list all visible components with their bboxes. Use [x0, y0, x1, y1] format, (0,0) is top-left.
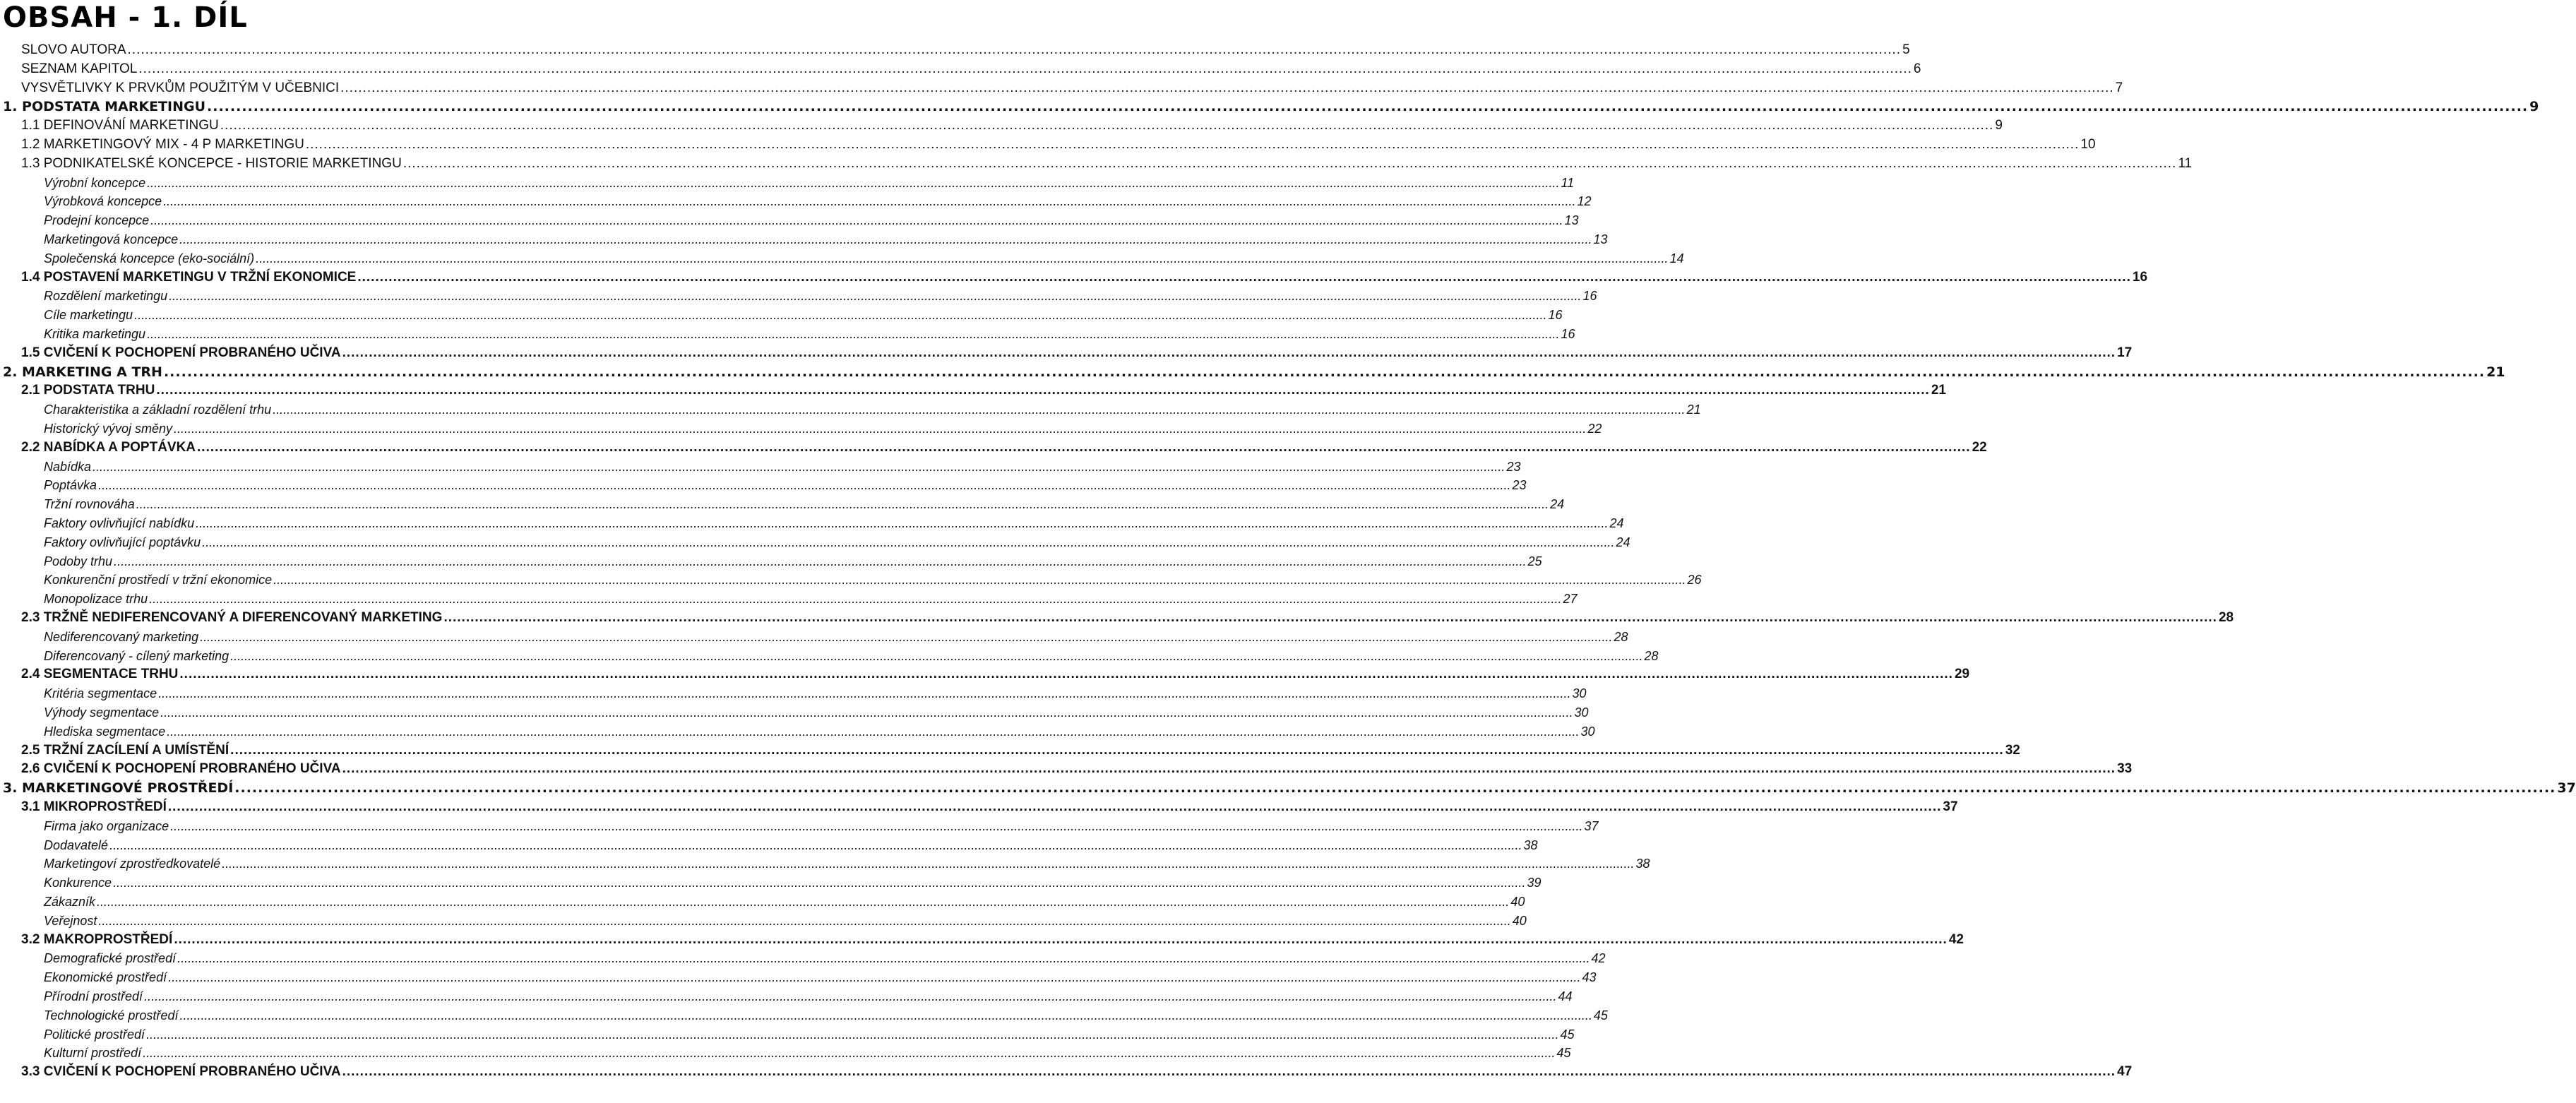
toc-entry-page-number: 30	[1574, 705, 1589, 720]
toc-entry-page-number: 29	[1954, 667, 1970, 682]
dot-leader: ................................................................................................................................................................................................................................................................................................................................................................................................................	[222, 857, 1635, 871]
toc-entry-label: Výhody segmentace	[44, 705, 160, 720]
dot-leader: ................................................................................................................................................................................................................................................................................................................................................................................................................	[342, 345, 2116, 360]
dot-leader: ................................................................................................................................................................................................................................................................................................................................................................................................................	[273, 573, 1686, 588]
toc-entry-page-number: 16	[1548, 308, 1563, 323]
toc-entry-page-number: 16	[2132, 269, 2148, 285]
dot-leader: ................................................................................................................................................................................................................................................................................................................................................................................................................	[160, 705, 1573, 720]
toc-entry	[44, 1006, 1608, 1023]
toc-entry-label: Demografické prostředí	[44, 951, 177, 966]
toc-entry-page-number: 37	[1943, 799, 1958, 814]
toc-entry	[44, 419, 1602, 436]
toc-entry-page-number: 32	[2005, 742, 2020, 758]
toc-entry-label: Dodavatelé	[44, 837, 109, 852]
toc-entry	[21, 665, 1970, 682]
toc-entry-label: 1.1 DEFINOVÁNÍ MARKETINGU	[21, 118, 219, 133]
dot-leader: ................................................................................................................................................................................................................................................................................................................................................................................................................	[143, 1046, 1556, 1061]
toc-entry	[44, 949, 1606, 966]
dot-leader: ................................................................................................................................................................................................................................................................................................................................................................................................................	[167, 724, 1580, 739]
toc-entry-page-number: 10	[2080, 137, 2096, 152]
toc-entry-label: Zákazník	[44, 895, 96, 909]
toc-entry-page-number: 21	[1686, 403, 1701, 417]
toc-entry-page-number: 33	[2117, 761, 2133, 777]
toc-entry	[44, 192, 1592, 209]
dot-leader: ................................................................................................................................................................................................................................................................................................................................................................................................................	[357, 269, 2131, 285]
toc-entry-page-number: 11	[2178, 155, 2193, 171]
toc-entry	[21, 79, 2123, 96]
toc-entry-label: 1. PODSTATA MARKETINGU	[3, 99, 206, 115]
dot-leader: ................................................................................................................................................................................................................................................................................................................................................................................................................	[256, 251, 1669, 266]
toc-entry-page-number: 28	[2218, 610, 2234, 625]
dot-leader: ................................................................................................................................................................................................................................................................................................................................................................................................................	[146, 1027, 1559, 1042]
toc-entry	[44, 211, 1579, 228]
toc-entry-label: Politické prostředí	[44, 1027, 145, 1042]
dot-leader: ................................................................................................................................................................................................................................................................................................................................................................................................................	[156, 383, 1930, 398]
dot-leader: ................................................................................................................................................................................................................................................................................................................................................................................................................	[147, 327, 1560, 341]
toc-entry	[44, 912, 1527, 929]
toc-entry	[21, 117, 2003, 133]
toc-entry-page-number: 44	[1558, 989, 1573, 1003]
toc-entry	[21, 60, 1921, 77]
toc-entry-page-number: 7	[2115, 80, 2123, 95]
toc-entry	[44, 458, 1521, 475]
dot-leader: ................................................................................................................................................................................................................................................................................................................................................................................................................	[179, 232, 1592, 246]
toc-entry-page-number: 13	[1593, 232, 1608, 246]
toc-entry-label: Výrobní koncepce	[44, 175, 146, 190]
toc-entry-label: Marketingoví zprostředkovatelé	[44, 857, 221, 871]
toc-entry-label: 3.1 MIKROPROSTŘEDÍ	[21, 799, 167, 814]
toc-entry-label: Prodejní koncepce	[44, 213, 150, 228]
dot-leader: ................................................................................................................................................................................................................................................................................................................................................................................................................	[150, 213, 1563, 228]
toc-entry-label: Historický vývoj směny	[44, 422, 173, 436]
dot-leader: ................................................................................................................................................................................................................................................................................................................................................................................................................	[305, 137, 2080, 152]
toc-entry-page-number: 24	[1550, 497, 1565, 512]
toc-entry-page-number: 45	[1593, 1008, 1608, 1022]
toc-entry-label: Faktory ovlivňující poptávku	[44, 535, 201, 549]
toc-entry-label: 2.6 CVIČENÍ K POCHOPENÍ PROBRANÉHO UČIVA	[21, 761, 341, 777]
dot-leader: ................................................................................................................................................................................................................................................................................................................................................................................................................	[113, 876, 1526, 890]
toc-entry-page-number: 12	[1577, 194, 1592, 209]
toc-entry	[21, 1063, 2133, 1080]
toc-entry	[44, 836, 1538, 853]
dot-leader: ................................................................................................................................................................................................................................................................................................................................................................................................................	[127, 42, 1902, 57]
dot-leader: ................................................................................................................................................................................................................................................................................................................................................................................................................	[170, 818, 1583, 833]
toc-entry	[44, 325, 1575, 342]
toc-entry-label: SLOVO AUTORA	[21, 42, 126, 57]
toc-entry	[44, 400, 1701, 417]
toc-entry-page-number: 9	[1995, 118, 2003, 133]
toc-entry-label: 2.3 TRŽNĚ NEDIFERENCOVANÝ A DIFERENCOVANÝ MARKETING	[21, 610, 443, 625]
dot-leader: ................................................................................................................................................................................................................................................................................................................................................................................................................	[98, 913, 1511, 928]
dot-leader: ................................................................................................................................................................................................................................................................................................................................................................................................................	[342, 1064, 2116, 1080]
dot-leader: ................................................................................................................................................................................................................................................................................................................................................................................................................	[158, 686, 1571, 701]
toc-entry-label: Firma jako organizace	[44, 818, 169, 833]
dot-leader: ................................................................................................................................................................................................................................................................................................................................................................................................................	[177, 951, 1590, 966]
toc-entry-label: VYSVĚTLIVKY K PRVKŮM POUŽITÝM V UČEBNICI	[21, 80, 340, 95]
toc-entry	[21, 344, 2133, 361]
dot-leader: ................................................................................................................................................................................................................................................................................................................................................................................................................	[273, 403, 1686, 417]
dot-leader: ................................................................................................................................................................................................................................................................................................................................................................................................................	[220, 118, 1994, 133]
toc-entry-page-number: 21	[1931, 383, 1946, 398]
toc-entry-page-number: 24	[1609, 516, 1624, 530]
dot-leader: ................................................................................................................................................................................................................................................................................................................................................................................................................	[109, 837, 1522, 852]
toc-entry	[44, 495, 1565, 512]
toc-entry	[21, 931, 1964, 948]
dot-leader: ................................................................................................................................................................................................................................................................................................................................................................................................................	[147, 175, 1560, 190]
toc-entry-label: Marketingová koncepce	[44, 232, 179, 246]
toc-entry-label: Rozdělení marketingu	[44, 289, 168, 304]
toc-entry-page-number: 9	[2529, 99, 2539, 115]
toc-entry-label: Výrobková koncepce	[44, 194, 162, 209]
dot-leader: ................................................................................................................................................................................................................................................................................................................................................................................................................	[234, 780, 2556, 797]
toc-entry-label: Technologické prostředí	[44, 1008, 179, 1022]
toc-entry	[44, 552, 1542, 569]
toc-entry	[44, 230, 1608, 247]
toc-entry-page-number: 6	[1913, 61, 1921, 76]
toc-entry-label: Ekonomické prostředí	[44, 970, 167, 985]
toc-entry-page-number: 22	[1587, 422, 1602, 436]
toc-entry	[44, 533, 1630, 550]
toc-entry	[3, 97, 2539, 115]
toc-entry-page-number: 25	[1527, 554, 1542, 568]
toc-entry-label: Poptávka	[44, 478, 97, 493]
toc-entry	[44, 287, 1597, 304]
toc-entry	[44, 590, 1578, 607]
dot-leader: ................................................................................................................................................................................................................................................................................................................................................................................................................	[163, 364, 2486, 380]
toc-entry-label: 3. MARKETINGOVÉ PROSTŘEDÍ	[3, 780, 234, 797]
dot-leader: ................................................................................................................................................................................................................................................................................................................................................................................................................	[196, 516, 1609, 530]
toc-entry-label: Hlediska segmentace	[44, 724, 166, 739]
toc-entry	[44, 1044, 1571, 1061]
dot-leader: ................................................................................................................................................................................................................................................................................................................................................................................................................	[230, 648, 1643, 663]
toc-entry	[21, 439, 1987, 455]
toc-entry	[44, 893, 1525, 910]
toc-entry-label: Kulturní prostředí	[44, 1046, 142, 1061]
toc-entry-label: 2.2 NABÍDKA A POPTÁVKA	[21, 439, 196, 455]
toc-entry	[3, 363, 2505, 380]
toc-entry	[44, 306, 1563, 323]
dot-leader: ................................................................................................................................................................................................................................................................................................................................................................................................................	[207, 99, 2529, 115]
toc-entry-page-number: 22	[1972, 439, 1987, 455]
toc-entry	[44, 571, 1702, 588]
toc-entry-page-number: 16	[1561, 327, 1575, 341]
dot-leader: ................................................................................................................................................................................................................................................................................................................................................................................................................	[167, 799, 1942, 814]
toc-entry-label: 1.3 PODNIKATELSKÉ KONCEPCE - HISTORIE MARKETINGU	[21, 155, 402, 171]
dot-leader: ................................................................................................................................................................................................................................................................................................................................................................................................................	[97, 895, 1510, 909]
toc-entry-page-number: 40	[1510, 895, 1525, 909]
toc-entry-label: 1.5 CVIČENÍ K POCHOPENÍ PROBRANÉHO UČIVA	[21, 345, 341, 360]
dot-leader: ................................................................................................................................................................................................................................................................................................................................................................................................................	[149, 592, 1562, 607]
toc-entry	[21, 798, 1958, 815]
toc-entry-page-number: 26	[1687, 573, 1702, 588]
toc-entry-page-number: 37	[2557, 780, 2576, 797]
toc-entry-label: Kritika marketingu	[44, 327, 146, 341]
dot-leader: ................................................................................................................................................................................................................................................................................................................................................................................................................	[168, 970, 1581, 985]
toc-entry-page-number: 24	[1616, 535, 1630, 549]
toc-entry	[44, 817, 1599, 834]
toc-entry-label: 2.4 SEGMENTACE TRHU	[21, 667, 179, 682]
toc-entry-page-number: 23	[1506, 459, 1521, 474]
toc-entry-label: 3.2 MAKROPROSTŘEDÍ	[21, 931, 173, 947]
toc-entry	[21, 155, 2193, 172]
toc-entry	[44, 722, 1595, 739]
toc-entry-page-number: 40	[1512, 913, 1527, 928]
toc-entry-page-number: 21	[2486, 364, 2505, 380]
toc-entry-label: 2.5 TRŽNÍ ZACÍLENÍ A UMÍSTĚNÍ	[21, 742, 229, 758]
dot-leader: ................................................................................................................................................................................................................................................................................................................................................................................................................	[402, 155, 2177, 171]
toc-entry	[44, 968, 1597, 985]
toc-entry-label: Veřejnost	[44, 913, 97, 928]
toc-entry-page-number: 23	[1512, 478, 1527, 493]
dot-leader: ................................................................................................................................................................................................................................................................................................................................................................................................................	[200, 629, 1613, 644]
toc-entry	[44, 874, 1542, 890]
dot-leader: ................................................................................................................................................................................................................................................................................................................................................................................................................	[169, 289, 1582, 304]
toc-entry-page-number: 45	[1556, 1046, 1571, 1061]
dot-leader: ................................................................................................................................................................................................................................................................................................................................................................................................................	[138, 61, 1912, 76]
toc-entry-label: 1.4 POSTAVENÍ MARKETINGU V TRŽNÍ EKONOMICE	[21, 269, 357, 285]
toc-entry	[21, 268, 2148, 285]
toc-entry-label: Diferencovaný - cílený marketing	[44, 648, 229, 663]
toc-entry	[44, 987, 1573, 1004]
toc-entry-page-number: 42	[1948, 931, 1964, 947]
toc-entry	[44, 514, 1624, 531]
dot-leader: ................................................................................................................................................................................................................................................................................................................................................................................................................	[230, 742, 2004, 758]
dot-leader: ................................................................................................................................................................................................................................................................................................................................................................................................................	[179, 667, 1953, 682]
dot-leader: ................................................................................................................................................................................................................................................................................................................................................................................................................	[340, 80, 2114, 95]
dot-leader: ................................................................................................................................................................................................................................................................................................................................................................................................................	[197, 439, 1971, 455]
toc-entry-page-number: 47	[2117, 1064, 2133, 1080]
dot-leader: ................................................................................................................................................................................................................................................................................................................................................................................................................	[163, 194, 1576, 209]
page-title: OBSAH - 1. DÍL	[3, 1, 248, 34]
toc-entry-label: 3.3 CVIČENÍ K POCHOPENÍ PROBRANÉHO UČIVA	[21, 1064, 341, 1080]
toc-entry-page-number: 16	[1582, 289, 1597, 304]
toc-entry-page-number: 39	[1527, 876, 1542, 890]
toc-entry	[44, 628, 1628, 645]
toc-entry-label: Kritéria segmentace	[44, 686, 157, 701]
toc-entry-page-number: 43	[1582, 970, 1597, 985]
toc-entry-label: Faktory ovlivňující nabídku	[44, 516, 195, 530]
dot-leader: ................................................................................................................................................................................................................................................................................................................................................................................................................	[136, 497, 1549, 512]
toc-entry-page-number: 30	[1580, 724, 1595, 739]
toc-entry-page-number: 5	[1902, 42, 1910, 57]
toc-entry-page-number: 27	[1563, 592, 1578, 607]
toc-entry-page-number: 11	[1561, 175, 1575, 190]
toc-entry-page-number: 17	[2117, 345, 2133, 360]
toc-entry-label: Přírodní prostředí	[44, 989, 143, 1003]
toc-entry	[3, 779, 2576, 797]
toc-entry	[44, 174, 1575, 191]
toc-entry-page-number: 38	[1635, 857, 1650, 871]
toc-entry-label: Monopolizace trhu	[44, 592, 148, 607]
toc-entry	[21, 136, 2096, 153]
toc-entry-page-number: 28	[1644, 648, 1659, 663]
dot-leader: ................................................................................................................................................................................................................................................................................................................................................................................................................	[179, 1008, 1592, 1022]
toc-entry-label: Nediferencovaný marketing	[44, 629, 199, 644]
dot-leader: ................................................................................................................................................................................................................................................................................................................................................................................................................	[114, 554, 1527, 568]
toc-entry-page-number: 45	[1560, 1027, 1575, 1042]
dot-leader: ................................................................................................................................................................................................................................................................................................................................................................................................................	[174, 931, 1948, 947]
dot-leader: ................................................................................................................................................................................................................................................................................................................................................................................................................	[134, 308, 1547, 323]
dot-leader: ................................................................................................................................................................................................................................................................................................................................................................................................................	[98, 478, 1511, 493]
toc-entry-page-number: 42	[1591, 951, 1606, 966]
toc-entry-page-number: 30	[1572, 686, 1587, 701]
toc-entry-label: 2. MARKETING A TRH	[3, 364, 162, 380]
toc-entry-label: 2.1 PODSTATA TRHU	[21, 383, 155, 398]
toc-entry	[21, 760, 2133, 777]
toc-entry-page-number: 13	[1564, 213, 1579, 228]
dot-leader: ................................................................................................................................................................................................................................................................................................................................................................................................................	[93, 459, 1505, 474]
toc-entry	[44, 854, 1650, 871]
toc-entry-label: Nabídka	[44, 459, 92, 474]
toc-entry	[44, 647, 1659, 664]
toc-entry	[44, 1025, 1575, 1042]
dot-leader: ................................................................................................................................................................................................................................................................................................................................................................................................................	[443, 610, 2217, 625]
toc-entry-label: Společenská koncepce (eko-sociální)	[44, 251, 255, 266]
toc-entry-page-number: 38	[1523, 837, 1538, 852]
toc-entry-label: Charakteristika a základní rozdělení trhu	[44, 403, 272, 417]
toc-entry-label: Podoby trhu	[44, 554, 113, 568]
toc-entry-label: Konkurenční prostředí v tržní ekonomice	[44, 573, 273, 588]
toc-entry	[44, 249, 1684, 266]
toc-entry-label: Cíle marketingu	[44, 308, 133, 323]
toc-entry-page-number: 14	[1669, 251, 1684, 266]
toc-entry	[44, 684, 1587, 701]
toc-entry-label: Konkurence	[44, 876, 112, 890]
toc-entry-page-number: 28	[1614, 629, 1628, 644]
toc-entry-label: 1.2 MARKETINGOVÝ MIX - 4 P MARKETINGU	[21, 137, 304, 152]
toc-entry-label: Tržní rovnováha	[44, 497, 135, 512]
dot-leader: ................................................................................................................................................................................................................................................................................................................................................................................................................	[202, 535, 1615, 549]
toc-entry	[21, 741, 2020, 758]
dot-leader: ................................................................................................................................................................................................................................................................................................................................................................................................................	[144, 989, 1557, 1003]
dot-leader: ................................................................................................................................................................................................................................................................................................................................................................................................................	[342, 761, 2116, 777]
toc-entry-page-number: 37	[1584, 818, 1599, 833]
toc-entry-label: SEZNAM KAPITOL	[21, 61, 138, 76]
dot-leader: ................................................................................................................................................................................................................................................................................................................................................................................................................	[174, 422, 1587, 436]
toc-entry	[21, 41, 1910, 58]
toc-entry	[21, 381, 1946, 398]
toc-entry	[44, 703, 1589, 720]
toc-entry	[44, 476, 1527, 493]
toc-entry	[21, 609, 2234, 626]
